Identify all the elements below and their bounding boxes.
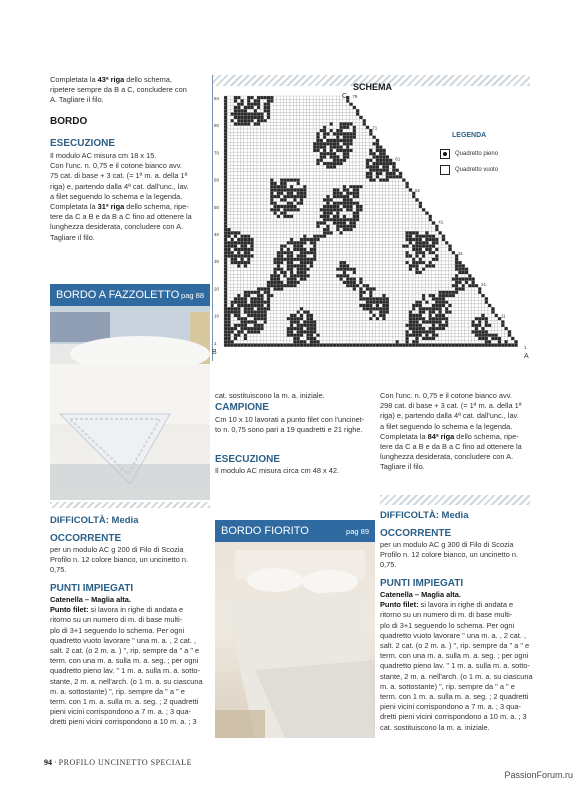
row-number: 84 bbox=[214, 96, 220, 101]
campione-title: CAMPIONE bbox=[215, 402, 269, 413]
right-punti-title: PUNTI IMPIEGATI bbox=[380, 578, 464, 589]
right-top-text: Con l'unc. n. 0,75 e il cotone bianco avv. 298 cat. di base + 3 cat. (= 1ª m. a. della 1ª riga) e, partendo dalla 4ª cat. dall'unc., lav. a filet seguendo lo schema e la legenda. Completata la 84ª riga dello schema, ripe- tere da C a B e da B a C fino ad ottenere la lunghezza desiderata, concludere con A. Tagliare il filo. bbox=[380, 391, 522, 472]
left-occorrente-text: per un modulo AC g 200 di Filo di Scozia Profilo n. 12 colore bianco, un uncinetto n. 0,75. bbox=[50, 545, 189, 575]
bed-lace-illustration bbox=[50, 284, 210, 500]
row-number: 60 bbox=[214, 177, 220, 183]
side-number: 41 bbox=[438, 219, 444, 225]
tab-bordo-fiorito bbox=[215, 520, 375, 542]
right-occorrente-title: OCCORRENTE bbox=[380, 528, 452, 539]
side-number: 51 bbox=[415, 188, 421, 194]
row-number: 30 bbox=[214, 259, 220, 265]
label-a: A bbox=[524, 353, 529, 358]
row-number: 20 bbox=[214, 286, 220, 292]
side-number: 61 bbox=[395, 156, 401, 162]
page-number: 94 bbox=[44, 758, 52, 767]
right-stripe-divider bbox=[380, 495, 530, 505]
legend bbox=[440, 132, 520, 175]
left-occorrente-title: OCCORRENTE bbox=[50, 533, 122, 544]
bordo-title: BORDO bbox=[50, 116, 88, 127]
mid-esecuzione-title: ESECUZIONE bbox=[215, 454, 281, 465]
tab-bordo-fazzoletto-page: pag 88 bbox=[181, 291, 204, 300]
row-number: 80 bbox=[214, 123, 220, 129]
filled-square-icon bbox=[440, 149, 450, 159]
campione-text: Cm 10 x 10 lavorati a punto filet con l'uncinet- to n. 0,75 sono pari a 19 quadretti e 21 righe. bbox=[215, 415, 365, 435]
left-stripe-divider bbox=[50, 502, 210, 508]
left-punti-text: Catenella – Maglia alta. Punto filet: si lavora in righe di andata e ritorno su un numero di m. di base multi- plo di 3+1 seguendo lo schema. Per ogni quadretto vuoto lavorare " una m. a. , 2 cat. , salt. 2 cat. (o 2 m. a. ) ", rip. sempre da " a " e term. con una m. a. sulla m. a. seg. ; per ogni quadretto pieno lav. " 1 m. a. sulla m. a. sotto- stante, 2 m. a. nell'arch. (o 1 m. a. su ciascuna m. a. sottostante) ", rip. sempre da " a " e term. con 1 m. a. sulla m. a. seg. ; 2 quadretti pieni vicini corrispondono a 7 m. a. ; 3 qua- dretti pieni vicini corrispondono a 10 m. a. ; 3 bbox=[50, 595, 203, 727]
side-number: 71 bbox=[372, 125, 378, 131]
side-number: 31 bbox=[458, 250, 464, 256]
row-number: 1 bbox=[214, 340, 217, 346]
tab-bordo-fiorito-title: BORDO FIORITO bbox=[221, 525, 309, 537]
row-numbers bbox=[214, 96, 220, 346]
photo-bordo-fazzoletto bbox=[50, 284, 210, 500]
row-number: 50 bbox=[214, 204, 220, 210]
schema-title: SCHEMA bbox=[353, 82, 393, 92]
intro-text: Completata la 43ª riga dello schema, ripetere sempre da B a C, concludere con A. Tagliare il filo. bbox=[50, 75, 187, 105]
left-punti-title: PUNTI IMPIEGATI bbox=[50, 583, 134, 594]
watermark: PassionForum.ru bbox=[504, 770, 573, 780]
side-number: 1 bbox=[524, 344, 527, 350]
bordo-text: Il modulo AC misura cm 18 x 15. Con l'unc. n. 0,75 e il cotone bianco avv. 75 cat. di base + 3 cat. (= 1ª m. a. della 1ª riga) e, partendo dalla 4ª cat. dall'unc., lav. a filet seguendo lo schema e la legenda. Completata la 31ª riga dello schema, ripe- tere da C a B e da B a C fino ad ottenere la lunghezza desiderata, concludere con A. Tagliare il filo. bbox=[50, 151, 192, 242]
side-number: 11 bbox=[500, 313, 506, 319]
right-occorrente-text: per un modulo AC g 300 di Filo di Scozia Profilo n. 12 colore bianco, un uncinetto n. 0,75. bbox=[380, 540, 519, 570]
tab-bordo-fiorito-page: pag 89 bbox=[346, 527, 369, 536]
photo-bordo-fiorito bbox=[215, 520, 375, 738]
bed-fiorito-illustration bbox=[215, 520, 375, 738]
legend-full-label: Quadretto pieno bbox=[455, 151, 499, 157]
row-number: 70 bbox=[214, 150, 220, 156]
legend-empty-label: Quadretto vuoto bbox=[455, 167, 499, 173]
row-number: 10 bbox=[214, 313, 220, 319]
page-footer: 94 · PROFILO UNCINETTO SPECIALE bbox=[44, 758, 192, 767]
magazine-title: PROFILO UNCINETTO SPECIALE bbox=[58, 758, 192, 767]
filet-schema-chart bbox=[212, 86, 530, 358]
tab-bordo-fazzoletto bbox=[50, 284, 210, 306]
tab-bordo-fazzoletto-title: BORDO A FAZZOLETTO bbox=[56, 289, 180, 301]
side-number: 21 bbox=[481, 282, 487, 288]
label-b: B bbox=[212, 349, 217, 356]
bordo-esecuzione-title: ESECUZIONE bbox=[50, 138, 116, 149]
label-c: C bbox=[342, 93, 348, 100]
left-difficolta: DIFFICOLTÀ: Media bbox=[50, 515, 139, 526]
legend-title: LEGENDA bbox=[452, 132, 487, 139]
right-difficolta: DIFFICOLTÀ: Media bbox=[380, 510, 469, 521]
mid-esecuzione-text: Il modulo AC misura circa cm 48 x 42. bbox=[215, 466, 340, 475]
row-number: 40 bbox=[214, 232, 220, 237]
side-number: 79 bbox=[352, 94, 358, 99]
empty-square-icon bbox=[440, 165, 450, 175]
right-punti-text: Catenella – Maglia alta. Punto filet: si lavora in righe di andata e ritorno su un numero di m. di base multi- plo di 3+1 seguendo lo schema. Per ogni quadretto vuoto lavorare " una m. a. , 2 cat. , salt. 2 cat. (o 2 m. a. ) ", rip. sempre da " a " e term. con una m. a. sulla m. a. seg. ; per ogni quadretto pieno lav. " 1 m. a. sulla m. a. sotto- stante, 2 m. a. nell'arch. (o 1 m. a. su ciascuna m. a. sottostante) ", rip. sempre da " a " e term. con 1 m. a. sulla m. a. seg. ; 2 quadretti pieni vicini corrispondono a 7 m. a. ; 3 qua- dretti pieni vicini corrispondono a 10 m. a. ; 3 cat. sostituiscono la m. a. iniziale. bbox=[380, 590, 533, 732]
mid-text: cat. sostituiscono la m. a. iniziale. bbox=[215, 391, 325, 400]
